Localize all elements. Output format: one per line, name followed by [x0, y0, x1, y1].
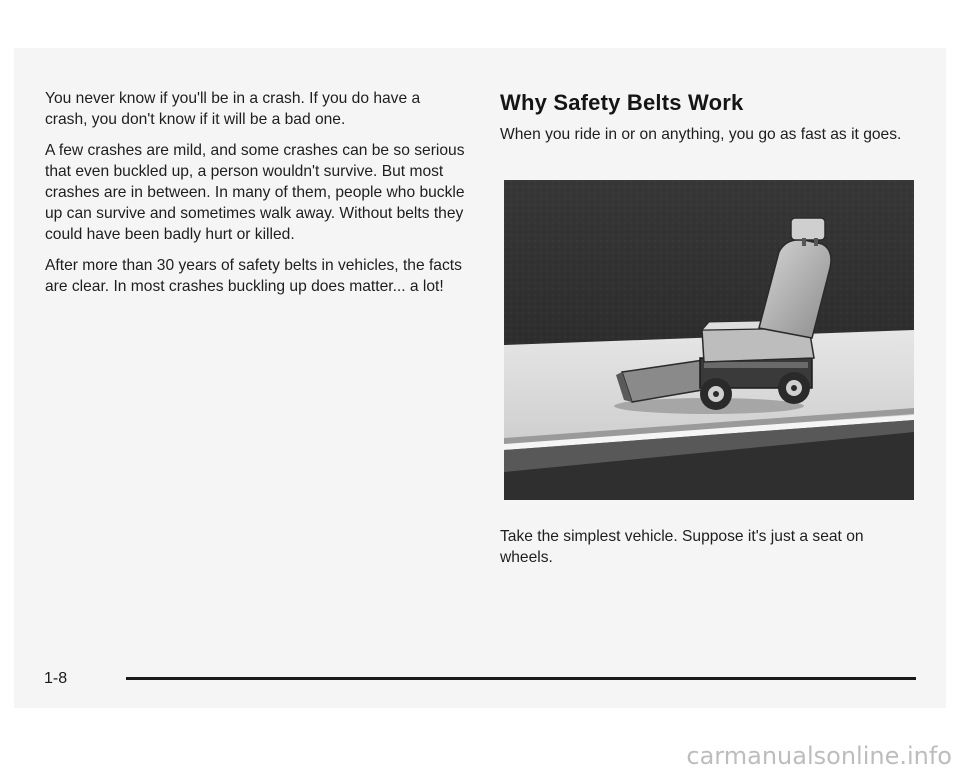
paragraph-crash-severity: A few crashes are mild, and some crashes can be so serious that even buckled up, a person wouldn't survive. But most crashes are in between. In many of them, people who buckle up can survive and sometimes walk away. Without belts they could have been badly hurt or killed. [45, 142, 465, 243]
page-number: 1-8 [44, 670, 68, 687]
footer-rule [126, 677, 916, 680]
rear-wheel [778, 372, 810, 404]
seat-on-wheels-illustration [504, 180, 914, 500]
right-column [500, 88, 920, 155]
figure-caption-block [500, 526, 880, 578]
front-wheel [700, 378, 732, 410]
section-heading: Why Safety Belts Work [500, 90, 744, 115]
watermark: carmanualsonline.info [686, 742, 952, 770]
paragraph-crash-uncertainty: You never know if you'll be in a crash. If you do have a crash, you don't know if it will be a bad one. [45, 90, 421, 128]
left-column [45, 88, 465, 307]
paragraph-intro: When you ride in or on anything, you go as fast as it goes. [500, 126, 902, 143]
figure-caption: Take the simplest vehicle. Suppose it's just a seat on wheels. [500, 528, 864, 566]
paragraph-safety-belts-facts: After more than 30 years of safety belts in vehicles, the facts are clear. In most crashes buckling up does matter... a lot! [45, 257, 462, 295]
headrest [791, 218, 825, 240]
